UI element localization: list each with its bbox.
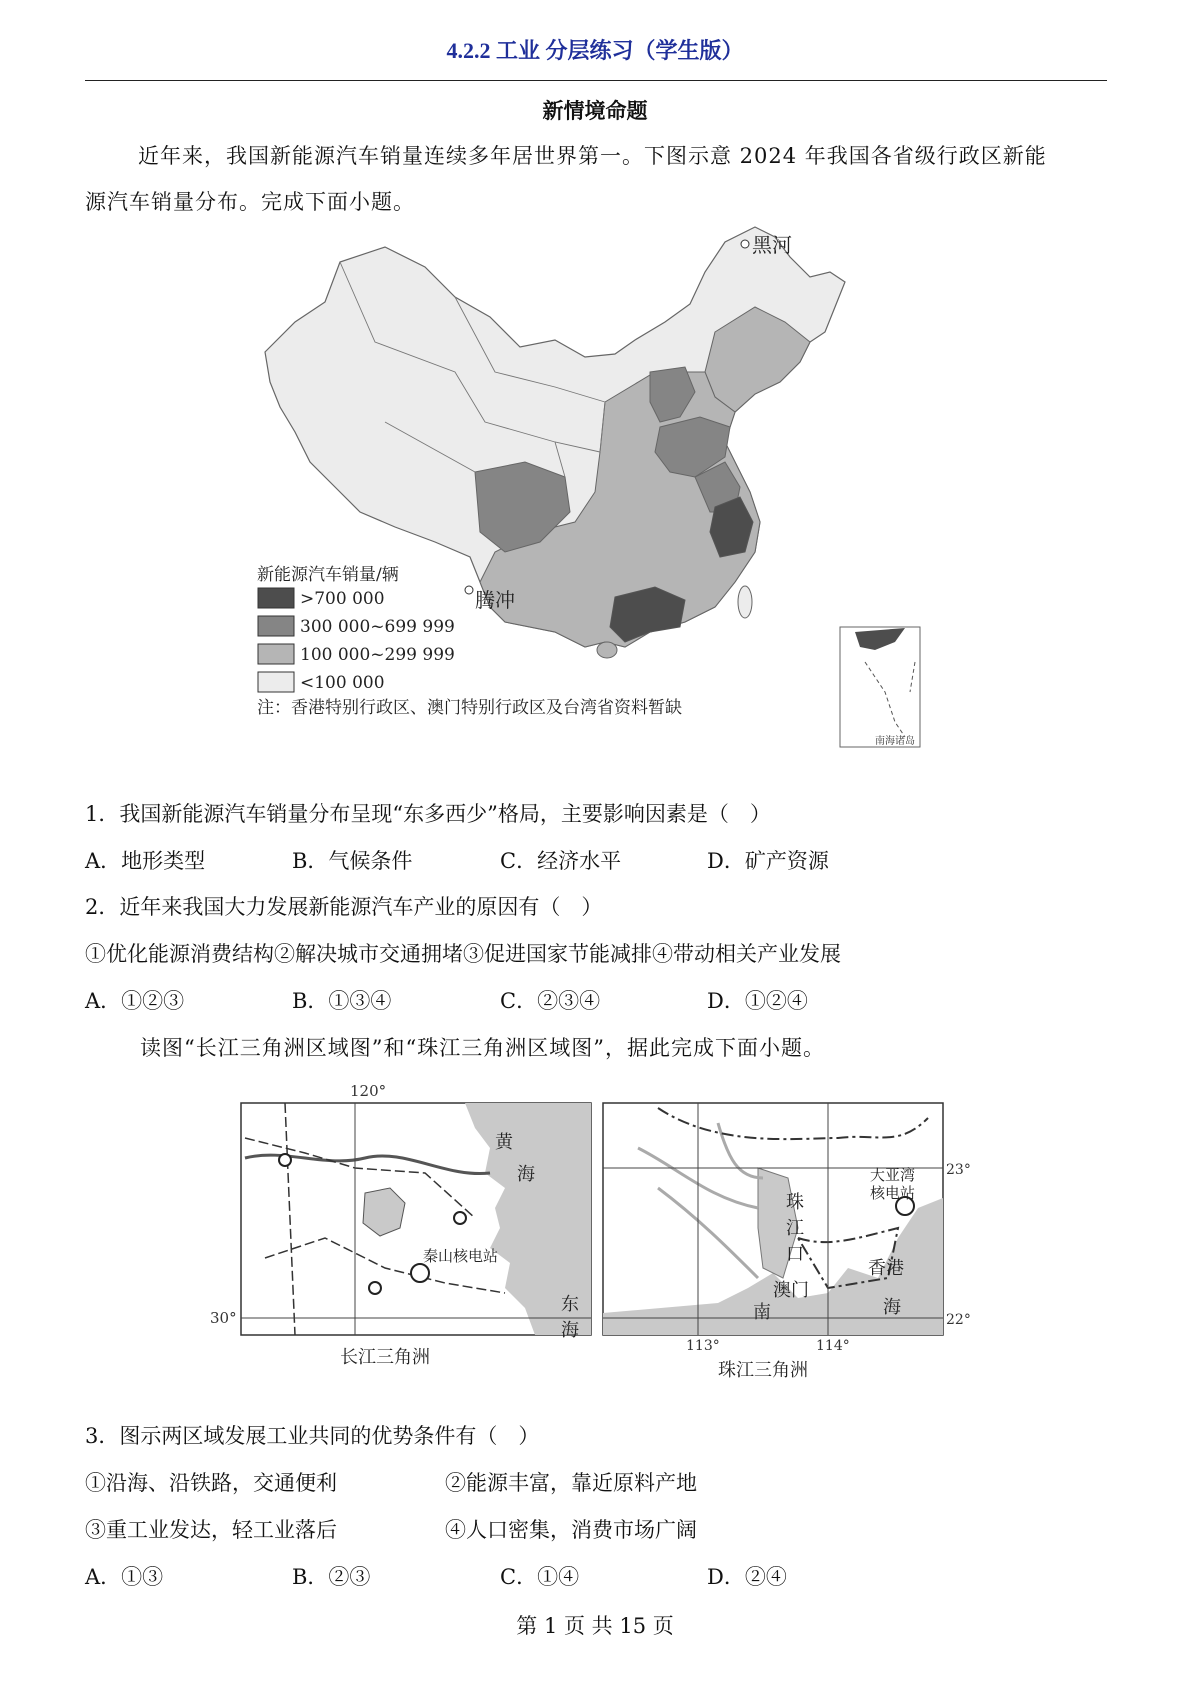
east-sea-char-1: 东 xyxy=(561,1294,579,1315)
yellow-sea-char-2: 海 xyxy=(517,1164,535,1185)
pearl-lon-2: 114° xyxy=(816,1338,850,1354)
daya-bay-label-1: 大亚湾 xyxy=(870,1166,916,1184)
q1-option-d[interactable]: D．矿产资源 xyxy=(707,849,829,873)
pearl-lat-top: 23° xyxy=(946,1162,971,1178)
tengchong-dot xyxy=(465,586,473,594)
south-sea-char-1: 南 xyxy=(753,1302,771,1323)
yangtze-lat-label: 30° xyxy=(210,1309,237,1327)
header-rule xyxy=(85,80,1107,81)
q2-option-c[interactable]: C．②③④ xyxy=(500,989,601,1013)
q3-statement-3: ③重工业发达，轻工业落后 xyxy=(85,1518,337,1542)
section-title: 新情境命题 xyxy=(542,98,648,123)
intro-line-1: 近年来，我国新能源汽车销量连续多年居世界第一。下图示意 2024 年我国各省级行政区新能 xyxy=(138,144,1047,168)
q1-option-c[interactable]: C．经济水平 xyxy=(500,849,622,873)
q3-option-d[interactable]: D．②④ xyxy=(707,1565,787,1589)
q2-statements: ①优化能源消费结构②解决城市交通拥堵③促进国家节能减排④带动相关产业发展 xyxy=(85,942,841,966)
map-note: 注：香港特别行政区、澳门特别行政区及台湾省资料暂缺 xyxy=(257,698,682,718)
page-header: 4.2.2 工业 分层练习（学生版） xyxy=(446,38,744,63)
hainan-island xyxy=(597,642,617,658)
yangtze-city-1 xyxy=(279,1154,291,1166)
q2-option-b[interactable]: B．①③④ xyxy=(292,989,392,1013)
q1-options xyxy=(0,845,1190,875)
estuary-char-3: 口 xyxy=(786,1244,804,1265)
q2-option-a[interactable]: A．①②③ xyxy=(85,989,185,1013)
inset-label: 南海诸岛 xyxy=(875,736,915,747)
macau-label: 澳门 xyxy=(773,1280,809,1301)
legend-swatch-4 xyxy=(258,672,294,692)
pearl-caption: 珠江三角洲 xyxy=(718,1360,808,1381)
q1-stem: 1．我国新能源汽车销量分布呈现“东多西少”格局，主要影响因素是（ ） xyxy=(85,802,771,826)
q1-option-b[interactable]: B．气候条件 xyxy=(292,849,413,873)
read-intro: 读图“长江三角洲区域图”和“珠江三角洲区域图”，据此完成下面小题。 xyxy=(140,1036,825,1060)
heihe-label: 黑河 xyxy=(752,233,792,257)
legend-swatch-3 xyxy=(258,644,294,664)
page-footer: 第 1 页 共 15 页 xyxy=(516,1614,674,1638)
qinshan-station-icon xyxy=(411,1264,429,1282)
legend-label-1: >700 000 xyxy=(300,589,385,609)
legend-label-3: 100 000~299 999 xyxy=(300,645,455,665)
pearl-delta-map xyxy=(598,1078,978,1388)
q2-option-d[interactable]: D．①②④ xyxy=(707,989,808,1013)
legend-title: 新能源汽车销量/辆 xyxy=(257,565,399,585)
estuary-char-1: 珠 xyxy=(786,1192,804,1213)
legend-label-2: 300 000~699 999 xyxy=(300,617,455,637)
yellow-sea-char-1: 黄 xyxy=(495,1132,513,1153)
pearl-lat-bottom: 22° xyxy=(946,1312,971,1328)
south-sea-char-2: 海 xyxy=(883,1297,901,1318)
hongkong-label: 香港 xyxy=(868,1258,904,1279)
yangtze-lon-label: 120° xyxy=(350,1082,387,1100)
q3-stem: 3．图示两区域发展工业共同的优势条件有（ ） xyxy=(85,1424,540,1448)
q3-statement-4: ④人口密集，消费市场广阔 xyxy=(445,1518,697,1542)
legend-label-4: <100 000 xyxy=(300,673,385,693)
q3-options xyxy=(0,1561,1190,1591)
intro-line-2: 源汽车销量分布。完成下面小题。 xyxy=(85,190,415,214)
yangtze-caption: 长江三角洲 xyxy=(340,1347,430,1368)
qinshan-label: 秦山核电站 xyxy=(423,1247,499,1265)
daya-bay-label-2: 核电站 xyxy=(870,1184,916,1202)
yangtze-delta-map xyxy=(205,1078,595,1378)
taiwan-island xyxy=(738,586,752,618)
yangtze-city-3 xyxy=(369,1282,381,1294)
q2-options xyxy=(0,985,1190,1015)
estuary-char-2: 江 xyxy=(786,1218,804,1239)
q1-option-a[interactable]: A．地形类型 xyxy=(85,849,206,873)
q3-option-a[interactable]: A．①③ xyxy=(85,1565,164,1589)
q3-option-b[interactable]: B．②③ xyxy=(292,1565,371,1589)
legend-swatch-1 xyxy=(258,588,294,608)
east-sea-char-2: 海 xyxy=(561,1320,579,1341)
q3-statement-2: ②能源丰富，靠近原料产地 xyxy=(445,1471,697,1495)
q3-option-c[interactable]: C．①④ xyxy=(500,1565,580,1589)
q2-stem: 2．近年来我国大力发展新能源汽车产业的原因有（ ） xyxy=(85,895,603,919)
heihe-dot xyxy=(741,240,749,248)
china-nev-sales-map xyxy=(255,222,935,762)
yangtze-city-2 xyxy=(454,1212,466,1224)
legend-swatch-2 xyxy=(258,616,294,636)
tengchong-label: 腾冲 xyxy=(475,588,515,612)
pearl-lon-1: 113° xyxy=(686,1338,720,1354)
q3-statement-1: ①沿海、沿铁路，交通便利 xyxy=(85,1471,337,1495)
